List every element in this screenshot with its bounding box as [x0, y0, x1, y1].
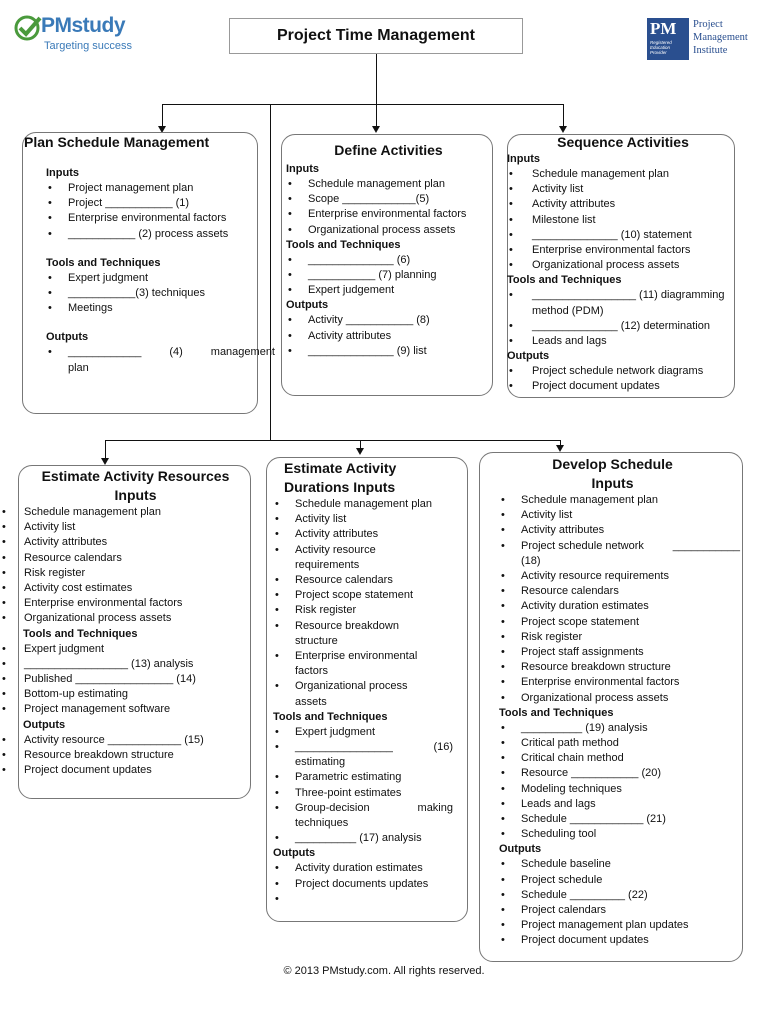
- pmi-line-2: Management: [693, 32, 748, 43]
- list-item: • Schedule management plan: [507, 167, 739, 182]
- list-item: • Activity ___________ (8): [286, 313, 491, 328]
- list-item: • Project scope statement: [273, 588, 453, 603]
- section-label: Tools and Techniques: [507, 274, 622, 287]
- section-label: Tools and Techniques: [286, 238, 401, 251]
- list-item: • Risk register: [0, 566, 249, 581]
- list-item: • Organizational process assets: [499, 691, 740, 706]
- list-item: [273, 892, 453, 907]
- list-item: • Scope ____________(5): [286, 192, 491, 207]
- list-item: • Resource ___________ (20): [499, 766, 740, 781]
- arrow-down-icon: [372, 126, 380, 133]
- list-item: • _________________ (13) analysis: [0, 657, 249, 672]
- connector-line: [270, 105, 271, 440]
- outputs-list: [507, 364, 739, 394]
- pmi-line-1: Project: [693, 19, 723, 30]
- list-item: • Expert judgment: [273, 725, 453, 740]
- section-label: Outputs: [286, 299, 329, 312]
- list-item: • Modeling techniques: [499, 782, 740, 797]
- list-item: • Scheduling tool: [499, 827, 740, 842]
- pmi-badge-letters: PM: [650, 19, 677, 38]
- list-item: • Resource calendars: [0, 551, 249, 566]
- blank-text: ___________: [672, 539, 740, 552]
- sequence-activities-content: [507, 133, 739, 395]
- section-label: Outputs: [23, 718, 66, 731]
- list-item: • Risk register: [499, 630, 740, 645]
- blank-number: (16): [433, 741, 453, 754]
- estimate-resources-content: [22, 467, 249, 778]
- item-text: plan: [68, 361, 89, 374]
- inputs-list: [46, 181, 238, 242]
- list-item: • Resource calendars: [273, 573, 453, 588]
- list-item: • Milestone list: [507, 213, 739, 228]
- item-text: • _________________ (11) diagramming: [532, 289, 725, 302]
- connector-line: [105, 440, 106, 458]
- connector-line: [162, 104, 564, 105]
- list-item: [499, 539, 740, 569]
- list-item: [273, 801, 453, 831]
- item-text: structure: [295, 634, 338, 647]
- blank-text: • ________________: [295, 741, 393, 754]
- list-item: • Activity duration estimates: [499, 599, 740, 614]
- arrow-down-icon: [356, 448, 364, 455]
- copyright-footer: © 2013 PMstudy.com. All rights reserved.: [283, 965, 485, 977]
- arrow-down-icon: [101, 458, 109, 465]
- list-item: • Activity attributes: [507, 197, 739, 212]
- process-title: Estimate Activity Resources: [41, 468, 230, 484]
- list-item: • ______________ (9) list: [286, 344, 491, 359]
- list-item: • ______________ (6): [286, 253, 491, 268]
- list-item: • ______________ (10) statement: [507, 228, 739, 243]
- inputs-list: [507, 167, 739, 273]
- estimate-durations-content: [273, 459, 453, 907]
- check-globe-icon: [14, 14, 42, 42]
- list-item: • Schedule ____________ (21): [499, 812, 740, 827]
- list-item: • Critical chain method: [499, 751, 740, 766]
- section-label: Outputs: [507, 350, 550, 363]
- pmstudy-logo: [14, 14, 144, 54]
- list-item: • ___________ (7) planning: [286, 268, 491, 283]
- outputs-list: [46, 345, 275, 375]
- arrow-down-icon: [556, 445, 564, 452]
- pmstudy-tagline: Targeting success: [44, 40, 133, 52]
- section-label: Tools and Techniques: [499, 706, 614, 719]
- list-item: • Schedule management plan: [499, 493, 740, 508]
- pmi-badge: [647, 18, 689, 60]
- outputs-list: [273, 861, 453, 906]
- list-item: • Activity list: [507, 182, 739, 197]
- list-item: • Expert judgement: [286, 283, 491, 298]
- tools-list: [499, 721, 740, 843]
- item-text: • Activity resource: [295, 543, 376, 556]
- process-title: Sequence Activities: [557, 134, 689, 150]
- blank-number: (18): [521, 554, 541, 567]
- list-item: • Activity list: [499, 508, 740, 523]
- item-text: estimating: [295, 756, 346, 769]
- inputs-list: [286, 177, 491, 238]
- item-text: • Enterprise environmental: [295, 650, 418, 663]
- list-item: • Activity resource ____________ (15): [0, 733, 249, 748]
- tools-list: [507, 288, 739, 349]
- item-text: management: [210, 346, 275, 359]
- inputs-list: [499, 493, 740, 706]
- list-item: • Risk register: [273, 603, 453, 618]
- list-item: • Schedule baseline: [499, 857, 740, 872]
- list-item: • Parametric estimating: [273, 770, 453, 785]
- pmi-line-3: Institute: [693, 45, 728, 56]
- list-item: • ______________ (12) determination: [507, 319, 739, 334]
- tools-list: [286, 253, 491, 299]
- process-title: Plan Schedule Management: [24, 134, 210, 150]
- list-item: [46, 345, 275, 375]
- list-item: • Activity list: [273, 512, 453, 527]
- list-item: • Activity resource requirements: [499, 569, 740, 584]
- arrow-down-icon: [559, 126, 567, 133]
- list-item: • Enterprise environmental factors: [0, 596, 249, 611]
- item-text: • Resource breakdown: [295, 619, 399, 632]
- section-label: Outputs: [499, 843, 542, 856]
- list-item: • Bottom-up estimating: [0, 687, 249, 702]
- section-label: Outputs: [46, 331, 89, 344]
- pmi-text: [693, 18, 748, 57]
- list-item: • Expert judgment: [0, 642, 249, 657]
- item-text: factors: [295, 665, 329, 678]
- list-item: • __________ (17) analysis: [273, 831, 453, 846]
- process-title: Develop Schedule: [552, 456, 673, 472]
- process-title: Define Activities: [334, 142, 443, 158]
- list-item: • Expert judgment: [46, 271, 238, 286]
- list-item: [273, 679, 453, 709]
- connector-line: [105, 440, 561, 441]
- list-item: • Project management software: [0, 702, 249, 717]
- section-label: Tools and Techniques: [46, 256, 161, 269]
- develop-schedule-content: [499, 455, 740, 949]
- list-item: [273, 649, 453, 679]
- list-item: • Leads and lags: [507, 334, 739, 349]
- list-item: • Project document updates: [499, 933, 740, 948]
- list-item: • Activity attributes: [273, 527, 453, 542]
- item-text: making: [417, 801, 453, 814]
- pmi-badge-subtitle: Registered Education Provider: [650, 40, 672, 55]
- list-item: • Activity duration estimates: [273, 861, 453, 876]
- list-item: • Organizational process assets: [507, 258, 739, 273]
- list-item: • Enterprise environmental factors: [286, 207, 491, 222]
- list-item: • Project document updates: [507, 379, 739, 394]
- list-item: • Project documents updates: [273, 877, 453, 892]
- outputs-list: [286, 313, 491, 359]
- list-item: • Resource breakdown structure: [499, 660, 740, 675]
- list-item: • Organizational process assets: [0, 611, 249, 626]
- list-item: [273, 619, 453, 649]
- list-item: • __________ (19) analysis: [499, 721, 740, 736]
- list-item: • Project management plan updates: [499, 918, 740, 933]
- list-item: • Organizational process assets: [286, 223, 491, 238]
- list-item: • Enterprise environmental factors: [507, 243, 739, 258]
- list-item: • Meetings: [46, 301, 238, 316]
- list-item: • Schedule _________ (22): [499, 888, 740, 903]
- list-item: • Three-point estimates: [273, 786, 453, 801]
- blank-number: (4): [169, 346, 183, 359]
- section-label: Outputs: [273, 847, 316, 860]
- list-item: • Resource calendars: [499, 584, 740, 599]
- process-subtitle: Inputs: [591, 475, 634, 491]
- section-label: Inputs: [46, 167, 79, 179]
- list-item: • ___________(3) techniques: [46, 286, 238, 301]
- list-item: • Project ___________ (1): [46, 196, 238, 211]
- list-item: • Enterprise environmental factors: [46, 211, 238, 226]
- outputs-list: [499, 857, 740, 948]
- item-text: • Organizational process: [295, 680, 408, 693]
- item-text: requirements: [295, 558, 360, 571]
- list-item: • Activity attributes: [0, 535, 249, 550]
- connector-line: [162, 104, 163, 126]
- connector-line: [360, 440, 361, 448]
- pmi-logo: [647, 18, 759, 62]
- list-item: • Project scope statement: [499, 615, 740, 630]
- list-item: • Project schedule: [499, 873, 740, 888]
- list-item: • Activity attributes: [286, 329, 491, 344]
- list-item: • Project calendars: [499, 903, 740, 918]
- item-text: techniques: [295, 817, 349, 830]
- tools-list: [46, 271, 238, 317]
- list-item: • Schedule management plan: [0, 505, 249, 520]
- define-activities-content: [286, 141, 491, 359]
- list-item: [507, 288, 739, 318]
- tools-list: [0, 642, 249, 718]
- list-item: • Critical path method: [499, 736, 740, 751]
- item-text: assets: [295, 695, 327, 708]
- section-label: Inputs: [507, 153, 540, 165]
- plan-schedule-content: [22, 133, 275, 376]
- page-title: Project Time Management: [229, 18, 523, 54]
- list-item: • Project schedule network diagrams: [507, 364, 739, 379]
- list-item: • Resource breakdown structure: [0, 748, 249, 763]
- blank-text: • ____________: [68, 346, 142, 359]
- process-subtitle: Durations Inputs: [284, 479, 396, 495]
- list-item: • Activity attributes: [499, 523, 740, 538]
- list-item: • Published ________________ (14): [0, 672, 249, 687]
- item-text: • Group-decision: [295, 801, 370, 814]
- inputs-list: [273, 497, 453, 710]
- list-item: • Project document updates: [0, 763, 249, 778]
- section-label: Tools and Techniques: [23, 627, 138, 640]
- connector-line: [376, 54, 377, 126]
- section-label: Tools and Techniques: [273, 710, 388, 723]
- process-title: Estimate Activity: [284, 460, 397, 476]
- inputs-list: [0, 505, 249, 627]
- list-item: • Activity list: [0, 520, 249, 535]
- list-item: [273, 740, 453, 770]
- outputs-list: [0, 733, 249, 779]
- list-item: • Leads and lags: [499, 797, 740, 812]
- list-item: • Project staff assignments: [499, 645, 740, 660]
- connector-line: [563, 104, 564, 126]
- pmstudy-name: PMstudy: [41, 14, 126, 37]
- list-item: • Project management plan: [46, 181, 238, 196]
- section-label: Inputs: [286, 163, 319, 175]
- list-item: • ___________ (2) process assets: [46, 227, 238, 242]
- list-item: [273, 543, 453, 573]
- list-item: • Enterprise environmental factors: [499, 675, 740, 690]
- process-subtitle: Inputs: [114, 487, 157, 503]
- list-item: • Schedule management plan: [273, 497, 453, 512]
- list-item: • Activity cost estimates: [0, 581, 249, 596]
- item-text: method (PDM): [532, 304, 604, 317]
- list-item: • Schedule management plan: [286, 177, 491, 192]
- tools-list: [273, 725, 453, 847]
- item-text: • Project schedule network: [521, 539, 644, 552]
